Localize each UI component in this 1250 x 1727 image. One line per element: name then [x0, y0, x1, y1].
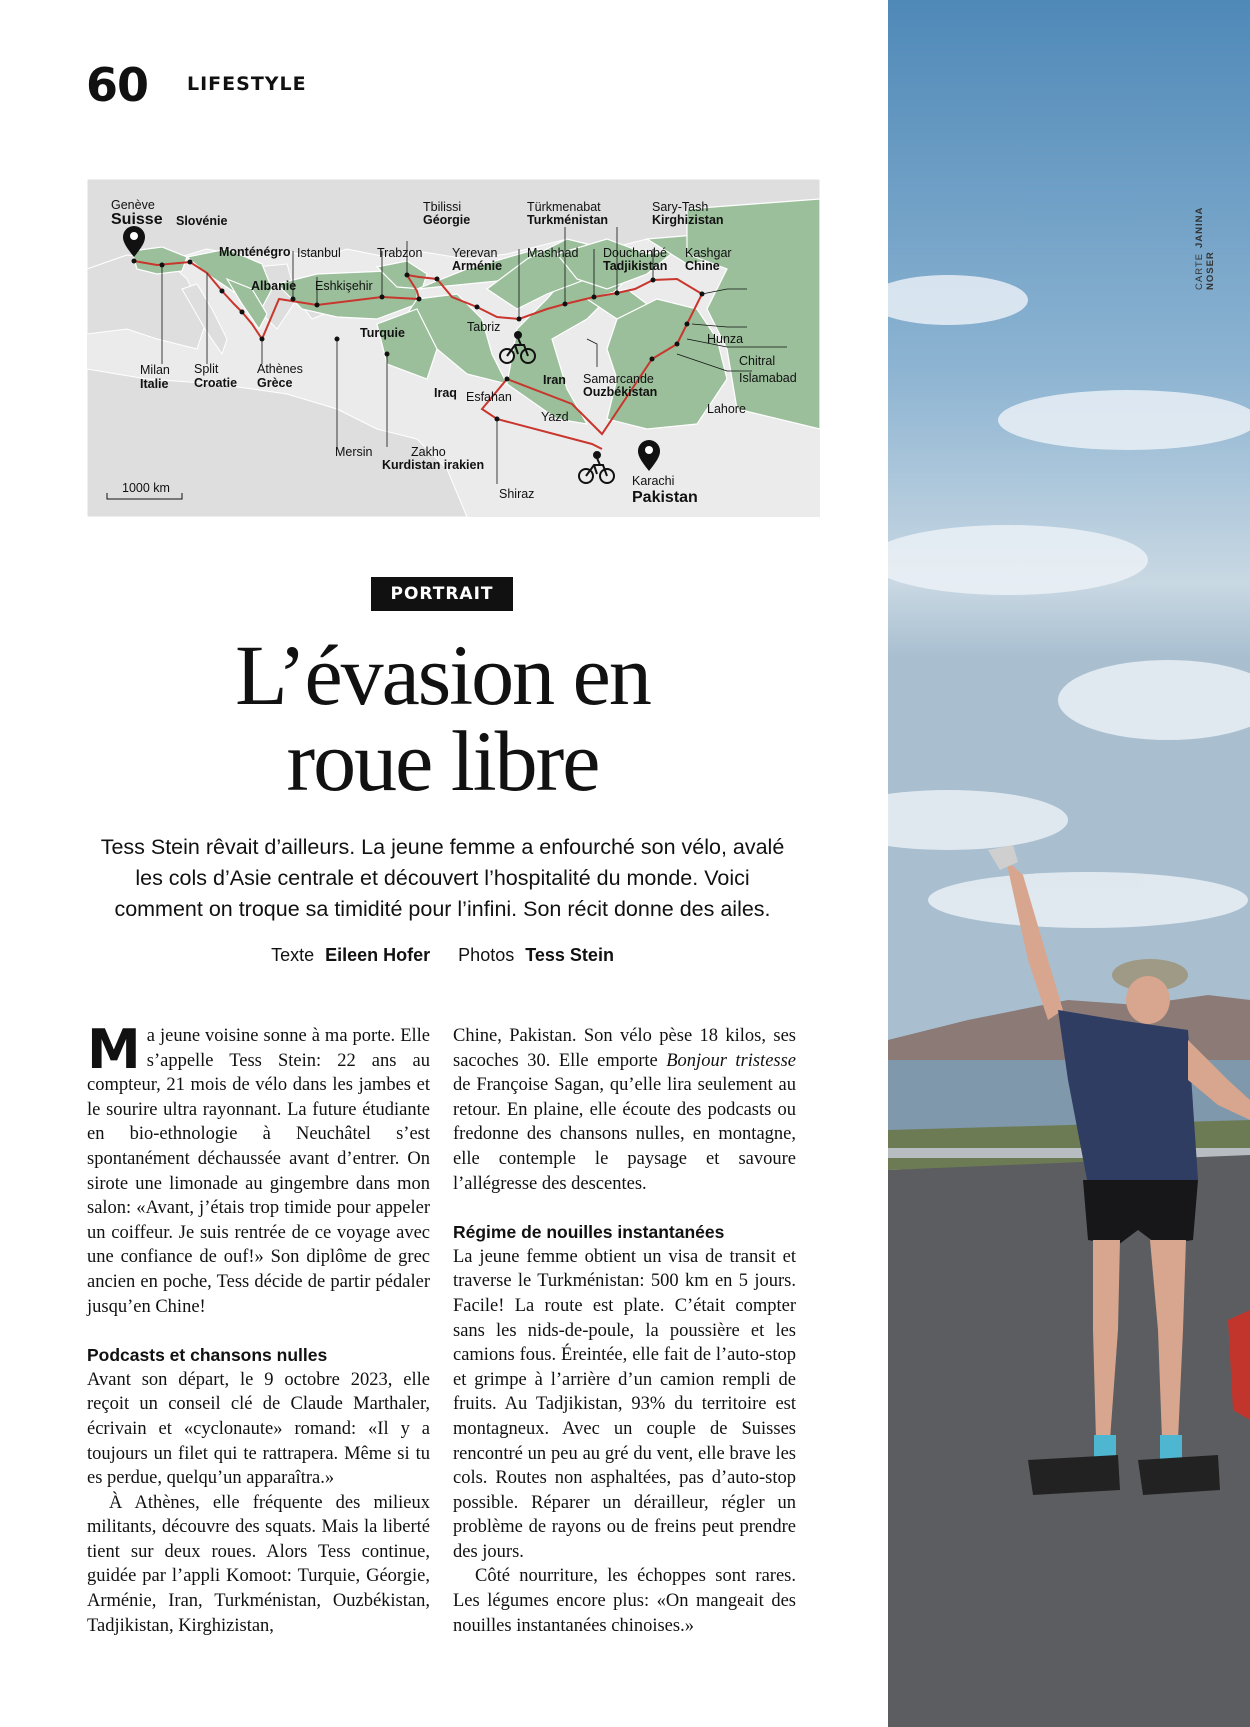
page-number: 60 [86, 58, 149, 112]
article-lead: Tess Stein rêvait d’ailleurs. La jeune femme a enfourché son vélo, avalé les cols d’Asie centrale et découvert l’hospitalité du monde. Voici comment on troque sa timidité pour l’infini. Son récit donne des ailes. [100, 835, 785, 921]
map-label-chitral: Chitral [739, 354, 776, 368]
paragraph: À Athènes, elle fréquente des milieux militants, découvre des squats. Mais la liberté tient sur deux roues. Alors Tess continue, guidée par l’appli Komoot: Turquie, Géorgie, Arménie, Iran, Turkménistan, Ouzbékistan, Tadjikistan, Kirghizistan, [87, 1492, 430, 1636]
map-label-turkmenistan: Turkménistan [527, 213, 609, 227]
map-label-trabzon: Trabzon [377, 246, 423, 260]
map-label-sary-tash: Sary-Tash [652, 200, 709, 214]
text-label: Texte [271, 945, 315, 965]
map-label-split: Split [194, 362, 219, 376]
map-label-yazd: Yazd [541, 410, 569, 424]
article-title [120, 627, 765, 809]
paragraph: Chine, Pakistan. Son vélo pèse 18 kilos, ses sacoches 30. Elle emporte Bonjour tristesse de Françoise Sagan, qu’elle lira seulement au retour. En plaine, elle écoute des podcasts ou fredonne des chansons nulles, en montagne, elle contemple le paysage et savoure l’allégresse des descentes. [453, 1026, 797, 1194]
scale-label: 1000 km [122, 481, 170, 495]
map-label-tadjikistan: Tadjikistan [603, 259, 668, 273]
map-label-suisse: Suisse [111, 211, 163, 228]
map-label-zakho: Zakho [411, 445, 446, 459]
map-label-turquie: Turquie [360, 326, 405, 340]
map-label-douchanbe: Douchanbé [603, 246, 667, 260]
map-label-samarcande: Samarcande [583, 372, 654, 386]
route-map [87, 179, 820, 517]
section-tag: PORTRAIT [371, 577, 513, 611]
subheading: Régime de nouilles instantanées [453, 1222, 725, 1243]
map-label-hunza: Hunza [707, 332, 744, 346]
map-label-georgie: Géorgie [423, 213, 471, 227]
map-label-mashhad: Mashhad [527, 246, 579, 260]
author-name: Eileen Hofer [325, 945, 431, 965]
map-label-yerevan: Yerevan [452, 246, 498, 260]
paragraph: La jeune femme obtient un visa de transit et traverse le Turkménistan: 500 km en 5 jours. Facile! La route est plate. C’était compter sans les nids-de-poule, la poussière et les camions fous. Éreintée, elle fait de l’auto-stop et grimpe à l’arrière d’un camion rempli de fruits. Au Tadjikistan, 93% du territoire est montagneux. Avec un couple de Suisses rencontré un peu au gré du vent, elle brave les cols. Routes non asphaltées, pas d’auto-stop possible. Réparer un dérailleur, régler un problème de rayons ou de freins peut prendre des jours. [453, 1246, 796, 1562]
map-label-armenie: Arménie [452, 259, 503, 273]
article-column-1 [87, 1018, 430, 1638]
section-label: LIFESTYLE [187, 73, 307, 95]
map-label-tabriz: Tabriz [467, 320, 501, 334]
photos-label: Photos [458, 945, 515, 965]
map-label-montenegro: Monténégro [219, 245, 291, 259]
map-label-kashgar: Kashgar [685, 246, 732, 260]
map-label-istanbul: Istanbul [297, 246, 341, 260]
map-label-ouzbekistan: Ouzbékistan [583, 385, 658, 399]
map-label-turkmenabat: Türkmenabat [527, 200, 601, 214]
map-label-iraq: Iraq [434, 386, 457, 400]
map-label-athenes: Athènes [257, 362, 303, 376]
map-label-shiraz: Shiraz [499, 487, 535, 501]
map-label-mersin: Mersin [335, 445, 373, 459]
map-label-kurdistan: Kurdistan irakien [382, 458, 485, 472]
map-label-iran: Iran [543, 373, 566, 387]
map-label-pakistan: Pakistan [632, 489, 698, 506]
map-label-tbilissi: Tbilissi [423, 200, 462, 214]
title-line-2: roue libre [286, 713, 599, 809]
map-credit: CARTEJANINA NOSER [1194, 206, 1216, 290]
map-label-croatie: Croatie [194, 376, 238, 390]
article-column-2 [453, 1024, 796, 1638]
map-label-milan: Milan [140, 363, 170, 377]
map-label-slovenie: Slovénie [176, 214, 228, 228]
map-label-italie: Italie [140, 377, 169, 391]
book-title: Bonjour tristesse [666, 1050, 797, 1071]
map-label-grece: Grèce [257, 376, 293, 390]
drop-cap: M [87, 1018, 141, 1081]
paragraph: Ma jeune voisine sonne à ma porte. Elle s’appelle Tess Stein: 22 ans au compteur, 21 mois de vélo dans les jambes et le sourire ultra rayonnant. La future étudiante en bio-ethnologie à Neuchâtel s’est spontanément déchaussée avant d’entrer. On sirote une limonade au gingembre dans mon salon: «Avant, j’étais trop timide pour appeler un coiffeur. Je suis rentrée de ce voyage avec une confiance de ouf!» Son diplôme de grec ancien en poche, Tess décide de partir pédaler jusqu’en Chine! [87, 1018, 430, 1317]
map-label-islamabad: Islamabad [739, 371, 797, 385]
paragraph: Avant son départ, le 9 octobre 2023, elle reçoit un conseil clé de Claude Marthaler, écrivain et «cyclonaute» romand: «Il y a toujours un filet qui te rattrapera. Même si tu es perdue, quelqu’un apparaîtra.» [87, 1369, 430, 1489]
map-label-geneve: Genève [111, 198, 155, 212]
subheading: Podcasts et chansons nulles [87, 1345, 328, 1366]
byline [90, 945, 795, 966]
photographer-name: Tess Stein [525, 945, 614, 965]
map-label-kirghizistan: Kirghizistan [652, 213, 724, 227]
title-line-1: L’évasion en [235, 627, 650, 723]
map-label-chine: Chine [685, 259, 720, 273]
map-label-albanie: Albanie [251, 279, 297, 293]
map-label-lahore: Lahore [707, 402, 746, 416]
map-label-esfahan: Esfahan [466, 390, 512, 404]
map-label-karachi: Karachi [632, 474, 675, 488]
map-label-eskisehir: Eshkişehir [315, 279, 373, 293]
paragraph: Côté nourriture, les échoppes sont rares. Les légumes encore plus: «On mangeait des nouilles instantanées chinoises.» [453, 1566, 796, 1636]
